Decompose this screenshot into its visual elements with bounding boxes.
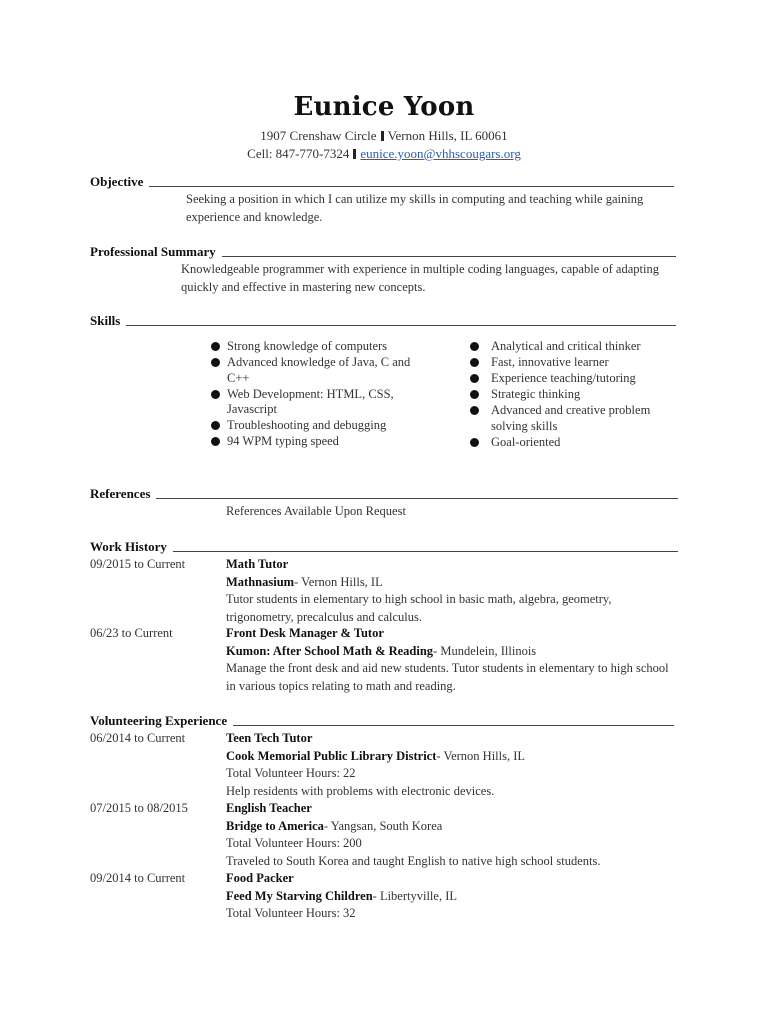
entry-description: Help residents with problems with electronic devices.: [226, 783, 495, 798]
entry-org-line: [226, 643, 681, 661]
skill-item: [211, 355, 411, 386]
entry-org: Kumon: After School Math & Reading: [226, 643, 434, 658]
address-line: [0, 128, 768, 144]
bullet-icon: [211, 358, 220, 367]
skill-text: Web Development: HTML, CSS, Javascript: [227, 386, 394, 416]
entry-location: - Mundelein, Illinois: [433, 643, 537, 658]
skill-text: Goal-oriented: [491, 434, 561, 449]
skills-list-left: [211, 339, 411, 450]
entry-title: Food Packer: [226, 871, 294, 885]
skill-text: Fast, innovative learner: [491, 355, 609, 369]
skill-text: Experience teaching/tutoring: [491, 371, 636, 385]
bullet-icon: [470, 342, 479, 351]
entry-org: Cook Memorial Public Library District: [226, 748, 437, 763]
section-rule: [233, 725, 674, 726]
candidate-name: Eunice Yoon: [293, 92, 475, 122]
bullet-icon: [470, 358, 479, 367]
entry-title: Teen Tech Tutor: [226, 731, 313, 745]
entry-description: Traveled to South Korea and taught English to native high school students.: [226, 853, 601, 868]
entry-description: Manage the front desk and aid new students. Tutor students in elementary to high school in various topics relating to math and reading.: [226, 661, 669, 693]
entry-location: - Libertyville, IL: [372, 888, 458, 903]
work-entry: [90, 556, 690, 628]
bullet-icon: [211, 437, 220, 446]
section-rule: [126, 325, 676, 326]
summary-text: Knowledgeable programmer with experience in multiple coding languages, capable of adapting quickly and effective in mastering new concepts.: [181, 262, 659, 294]
city-state-zip: Vernon Hills, IL 60061: [387, 128, 508, 143]
volunteering-heading-label: Volunteering Experience: [90, 713, 228, 728]
entry-body: [226, 800, 681, 870]
objective-heading-label: Objective: [90, 174, 144, 189]
skill-item: [470, 339, 670, 355]
entry-date: 09/2014 to Current: [90, 871, 186, 885]
entry-org: Mathnasium: [226, 574, 295, 589]
objective-text: Seeking a position in which I can utilize my skills in computing and teaching while gaining experience and knowledge.: [186, 192, 644, 224]
street-address: 1907 Crenshaw Circle: [260, 128, 377, 143]
entry-body: [226, 556, 681, 626]
bullet-icon: [470, 390, 479, 399]
references-text: References Available Upon Request: [226, 504, 406, 518]
work-history-heading-label: Work History: [90, 539, 167, 554]
entry-location: - Vernon Hills, IL: [436, 748, 526, 763]
entry-org: Feed My Starving Children: [226, 888, 373, 903]
entry-date: 09/2015 to Current: [90, 557, 186, 571]
objective-heading: [90, 174, 674, 190]
references-heading: [90, 486, 678, 502]
entry-org-line: [226, 748, 681, 766]
entry-org-line: [226, 818, 681, 836]
separator-bar-icon: [353, 149, 356, 159]
volunteer-entry: [90, 800, 690, 870]
entry-hours: Total Volunteer Hours: 32: [226, 906, 356, 920]
section-rule: [149, 186, 674, 187]
email-link[interactable]: eunice.yoon@vhhscougars.org: [360, 146, 521, 161]
bullet-icon: [470, 406, 479, 415]
entry-org-line: [226, 888, 681, 906]
skill-item: [470, 387, 670, 403]
skill-item: [211, 387, 411, 418]
summary-heading: [90, 244, 676, 260]
entry-hours: Total Volunteer Hours: 22: [226, 766, 356, 780]
skill-item: [211, 434, 411, 450]
entry-body: [226, 730, 681, 800]
work-history-heading: [90, 539, 678, 555]
entry-location: - Yangsan, South Korea: [323, 818, 443, 833]
work-entry: [90, 625, 690, 697]
skill-item: [211, 418, 411, 434]
entry-org: Bridge to America: [226, 818, 324, 833]
bullet-icon: [470, 438, 479, 447]
entry-body: [226, 870, 681, 923]
separator-bar-icon: [381, 131, 384, 141]
entry-title: English Teacher: [226, 801, 312, 815]
entry-body: [226, 625, 681, 695]
skill-text: Advanced and creative problem solving skills: [491, 403, 651, 433]
skill-text: 94 WPM typing speed: [227, 434, 339, 448]
skill-text: Advanced knowledge of Java, C and C++: [227, 355, 411, 385]
entry-title: Math Tutor: [226, 557, 289, 571]
volunteer-entry: [90, 870, 690, 924]
volunteering-heading: [90, 713, 674, 729]
skill-text: Strategic thinking: [491, 387, 581, 401]
bullet-icon: [211, 390, 220, 399]
contact-line: [0, 146, 768, 162]
bullet-icon: [211, 342, 220, 351]
volunteer-entry: [90, 730, 690, 800]
bullet-icon: [211, 421, 220, 430]
skill-item: [470, 435, 670, 451]
entry-date: 07/2015 to 08/2015: [90, 801, 188, 815]
skills-list-right: [470, 339, 670, 451]
skill-item: [470, 371, 670, 387]
section-rule: [173, 551, 678, 552]
section-rule: [222, 256, 676, 257]
entry-date: 06/23 to Current: [90, 626, 173, 640]
entry-description: Tutor students in elementary to high school in basic math, algebra, geometry, trigonometry, precalculus and calculus.: [226, 592, 612, 624]
entry-org-line: [226, 574, 681, 592]
bullet-icon: [470, 374, 479, 383]
skill-item: [470, 403, 670, 434]
skills-heading: [90, 313, 676, 329]
skill-text: Troubleshooting and debugging: [227, 418, 387, 432]
skill-item: [470, 355, 670, 371]
references-heading-label: References: [90, 486, 151, 501]
skills-heading-label: Skills: [90, 313, 121, 328]
entry-location: - Vernon Hills, IL: [294, 574, 383, 589]
skill-text: Analytical and critical thinker: [491, 339, 641, 353]
entry-title: Front Desk Manager & Tutor: [226, 626, 384, 640]
cell-phone: Cell: 847-770-7324: [247, 146, 350, 161]
skill-text: Strong knowledge of computers: [227, 339, 388, 353]
entry-date: 06/2014 to Current: [90, 731, 186, 745]
section-rule: [156, 498, 678, 499]
summary-heading-label: Professional Summary: [90, 244, 216, 259]
skill-item: [211, 339, 411, 355]
entry-hours: Total Volunteer Hours: 200: [226, 836, 362, 850]
